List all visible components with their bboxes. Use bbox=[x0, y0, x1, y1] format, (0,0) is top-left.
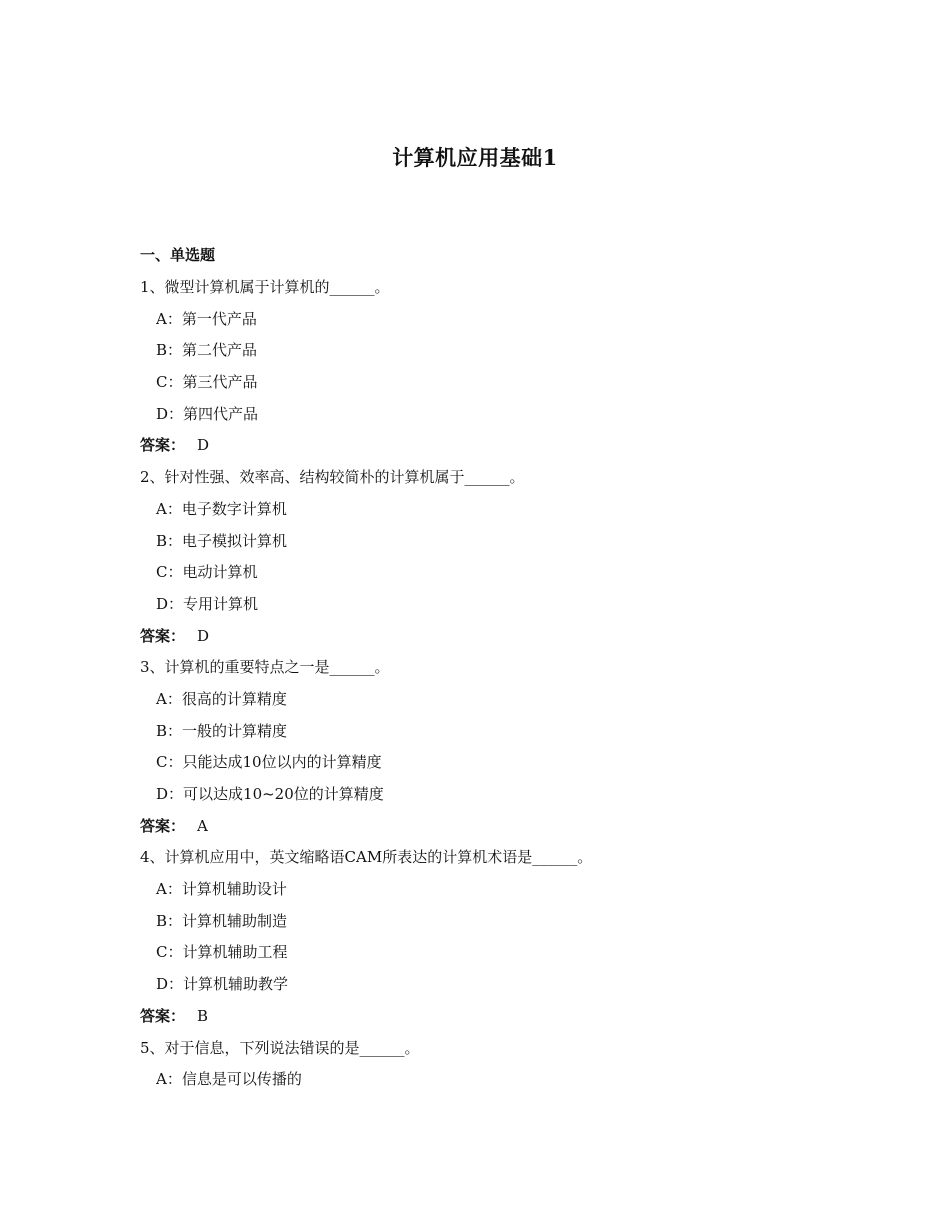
option-d: D：可以达成10~20位的计算精度 bbox=[156, 785, 384, 803]
answer-line bbox=[140, 625, 840, 657]
option-d: D：第四代产品 bbox=[156, 404, 259, 423]
question-1 bbox=[140, 276, 840, 466]
option-a: A：信息是可以传播的 bbox=[156, 1070, 302, 1089]
question-stem: 3、计算机的重要特点之一是______。 bbox=[140, 658, 390, 677]
option-b: B：第二代产品 bbox=[156, 341, 258, 360]
option-d: D：专用计算机 bbox=[156, 594, 259, 613]
answer-value: D bbox=[197, 626, 210, 645]
question-stem: 2、针对性强、效率高、结构较简朴的计算机属于______。 bbox=[140, 468, 525, 487]
section-heading: 一、单选题 bbox=[140, 246, 216, 264]
question-5 bbox=[140, 1037, 840, 1100]
answer-value: B bbox=[197, 1006, 209, 1025]
option-b: B：计算机辅助制造 bbox=[156, 911, 288, 930]
question-4 bbox=[140, 846, 840, 1036]
question-list bbox=[140, 244, 840, 1100]
question-3 bbox=[140, 656, 840, 846]
option-d: D：计算机辅助教学 bbox=[156, 975, 289, 994]
option-b: B：一般的计算精度 bbox=[156, 721, 288, 740]
option-c: C：第三代产品 bbox=[156, 373, 258, 392]
answer-line bbox=[140, 815, 840, 847]
question-stem: 1、微型计算机属于计算机的______。 bbox=[140, 278, 390, 296]
answer-label: 答案： bbox=[140, 1006, 186, 1025]
question-stem: 5、对于信息，下列说法错误的是______。 bbox=[140, 1038, 420, 1057]
option-a: A：计算机辅助设计 bbox=[156, 880, 287, 899]
answer-line bbox=[140, 434, 840, 466]
option-c: C：只能达成10位以内的计算精度 bbox=[156, 753, 382, 772]
option-a: A：很高的计算精度 bbox=[156, 689, 287, 708]
page-title: 计算机应用基础1 bbox=[392, 145, 558, 170]
question-2 bbox=[140, 466, 840, 656]
answer-line bbox=[140, 1005, 840, 1037]
option-c: C：计算机辅助工程 bbox=[156, 943, 288, 962]
answer-value: D bbox=[197, 436, 210, 455]
option-c: C：电动计算机 bbox=[156, 563, 258, 582]
answer-label: 答案： bbox=[140, 436, 186, 455]
option-a: A：第一代产品 bbox=[156, 309, 257, 328]
option-b: B：电子模拟计算机 bbox=[156, 531, 288, 550]
answer-value: A bbox=[197, 816, 208, 835]
question-stem: 4、计算机应用中，英文缩略语CAM所表达的计算机术语是______。 bbox=[140, 848, 593, 867]
option-a: A：电子数字计算机 bbox=[156, 499, 287, 518]
answer-label: 答案： bbox=[140, 816, 186, 835]
answer-label: 答案： bbox=[140, 626, 186, 645]
